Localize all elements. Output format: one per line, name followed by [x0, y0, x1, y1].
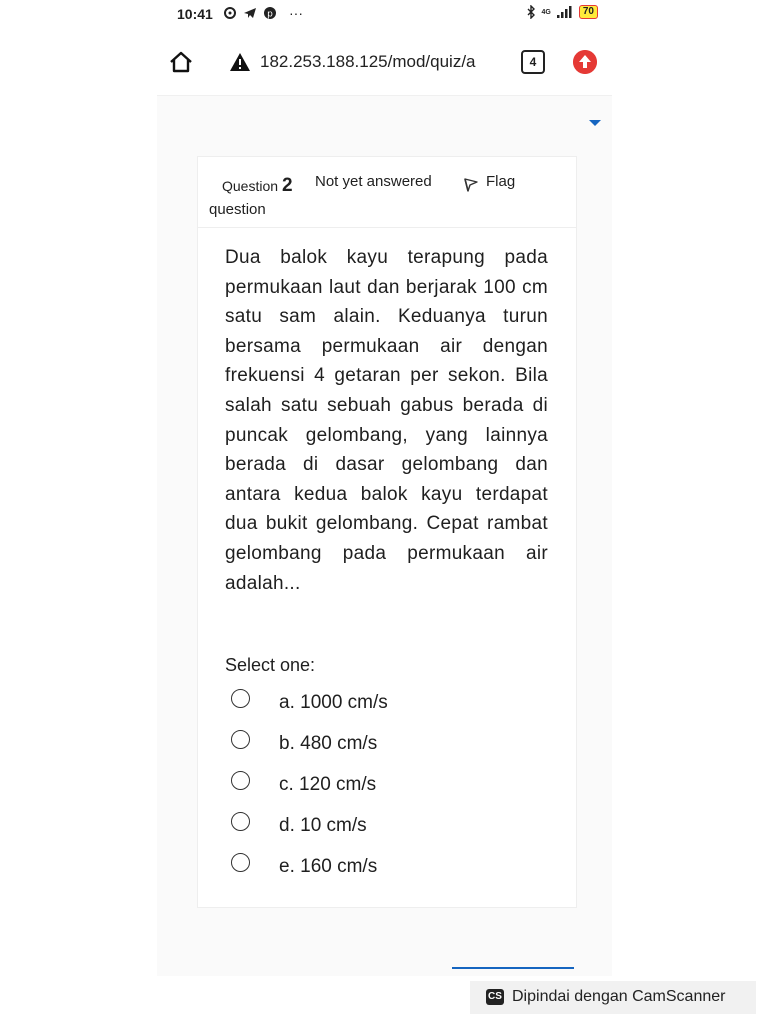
telegram-icon	[243, 6, 257, 20]
more-notifications: ···	[289, 5, 303, 21]
notification-icons	[223, 5, 303, 21]
camscanner-logo-icon: CS	[486, 989, 504, 1005]
camscanner-watermark	[470, 981, 756, 1014]
flag-icon[interactable]	[464, 178, 478, 192]
option-c[interactable]	[231, 771, 551, 801]
pinterest-icon	[263, 6, 277, 20]
option-e[interactable]	[231, 853, 551, 883]
option-text[interactable]: c. 120 cm/s	[279, 774, 377, 795]
option-text[interactable]: b. 480 cm/s	[279, 733, 378, 754]
option-text[interactable]: d. 10 cm/s	[279, 815, 367, 836]
option-b[interactable]	[231, 730, 551, 760]
option-d[interactable]	[231, 812, 551, 842]
select-prompt: Select one:	[225, 655, 316, 675]
watermark-text: Dipindai dengan CamScanner	[512, 988, 726, 1005]
question-info	[198, 157, 576, 228]
chat-icon	[223, 6, 237, 20]
home-icon[interactable]	[169, 50, 193, 74]
question-state: Not yet answered	[315, 173, 432, 190]
option-text[interactable]: e. 160 cm/s	[279, 856, 378, 877]
option-a[interactable]	[231, 689, 551, 719]
option-text[interactable]: a. 1000 cm/s	[279, 692, 388, 713]
network-type: 4G	[541, 8, 551, 16]
radio-button[interactable]	[231, 730, 250, 749]
flag-question-link-cont[interactable]: question	[209, 201, 266, 218]
battery-indicator: 70	[579, 5, 598, 19]
radio-button[interactable]	[231, 853, 250, 872]
page-scroll-indicator	[452, 967, 574, 969]
bluetooth-icon	[526, 5, 536, 19]
status-bar	[157, 0, 612, 28]
question-card	[197, 156, 577, 908]
system-icons	[526, 5, 598, 19]
signal-icon	[557, 6, 573, 18]
status-time: 10:41	[177, 6, 213, 22]
question-label	[222, 175, 293, 197]
browser-address-bar	[157, 38, 612, 84]
update-arrow-icon[interactable]	[573, 50, 597, 74]
phone-screen	[157, 0, 612, 1024]
not-secure-warning-icon[interactable]	[229, 52, 251, 72]
dropdown-caret-icon[interactable]	[589, 120, 601, 126]
tab-count-button[interactable]: 4	[521, 50, 545, 74]
question-number: 2	[282, 175, 293, 196]
question-text: Dua balok kayu terapung pada permukaan laut dan berjarak 100 cm satu sam alain. Keduanya turun bersama permukaan air dengan frekuensi 4 getaran per sekon. Bila salah satu sebuah gabus berada di puncak gelombang, yang lainnya berada di dasar gelombang dan antara kedua balok kayu terdapat dua bukit gelombang. Cepat rambat gelombang pada permukaan air adalah...	[225, 247, 548, 594]
url-field[interactable]: 182.253.188.125/mod/quiz/a	[260, 52, 476, 71]
radio-button[interactable]	[231, 771, 250, 790]
radio-button[interactable]	[231, 689, 250, 708]
radio-button[interactable]	[231, 812, 250, 831]
svg-text:p: p	[267, 9, 273, 20]
question-label-text: Question	[222, 178, 279, 194]
flag-question-link[interactable]: Flag	[486, 173, 516, 190]
